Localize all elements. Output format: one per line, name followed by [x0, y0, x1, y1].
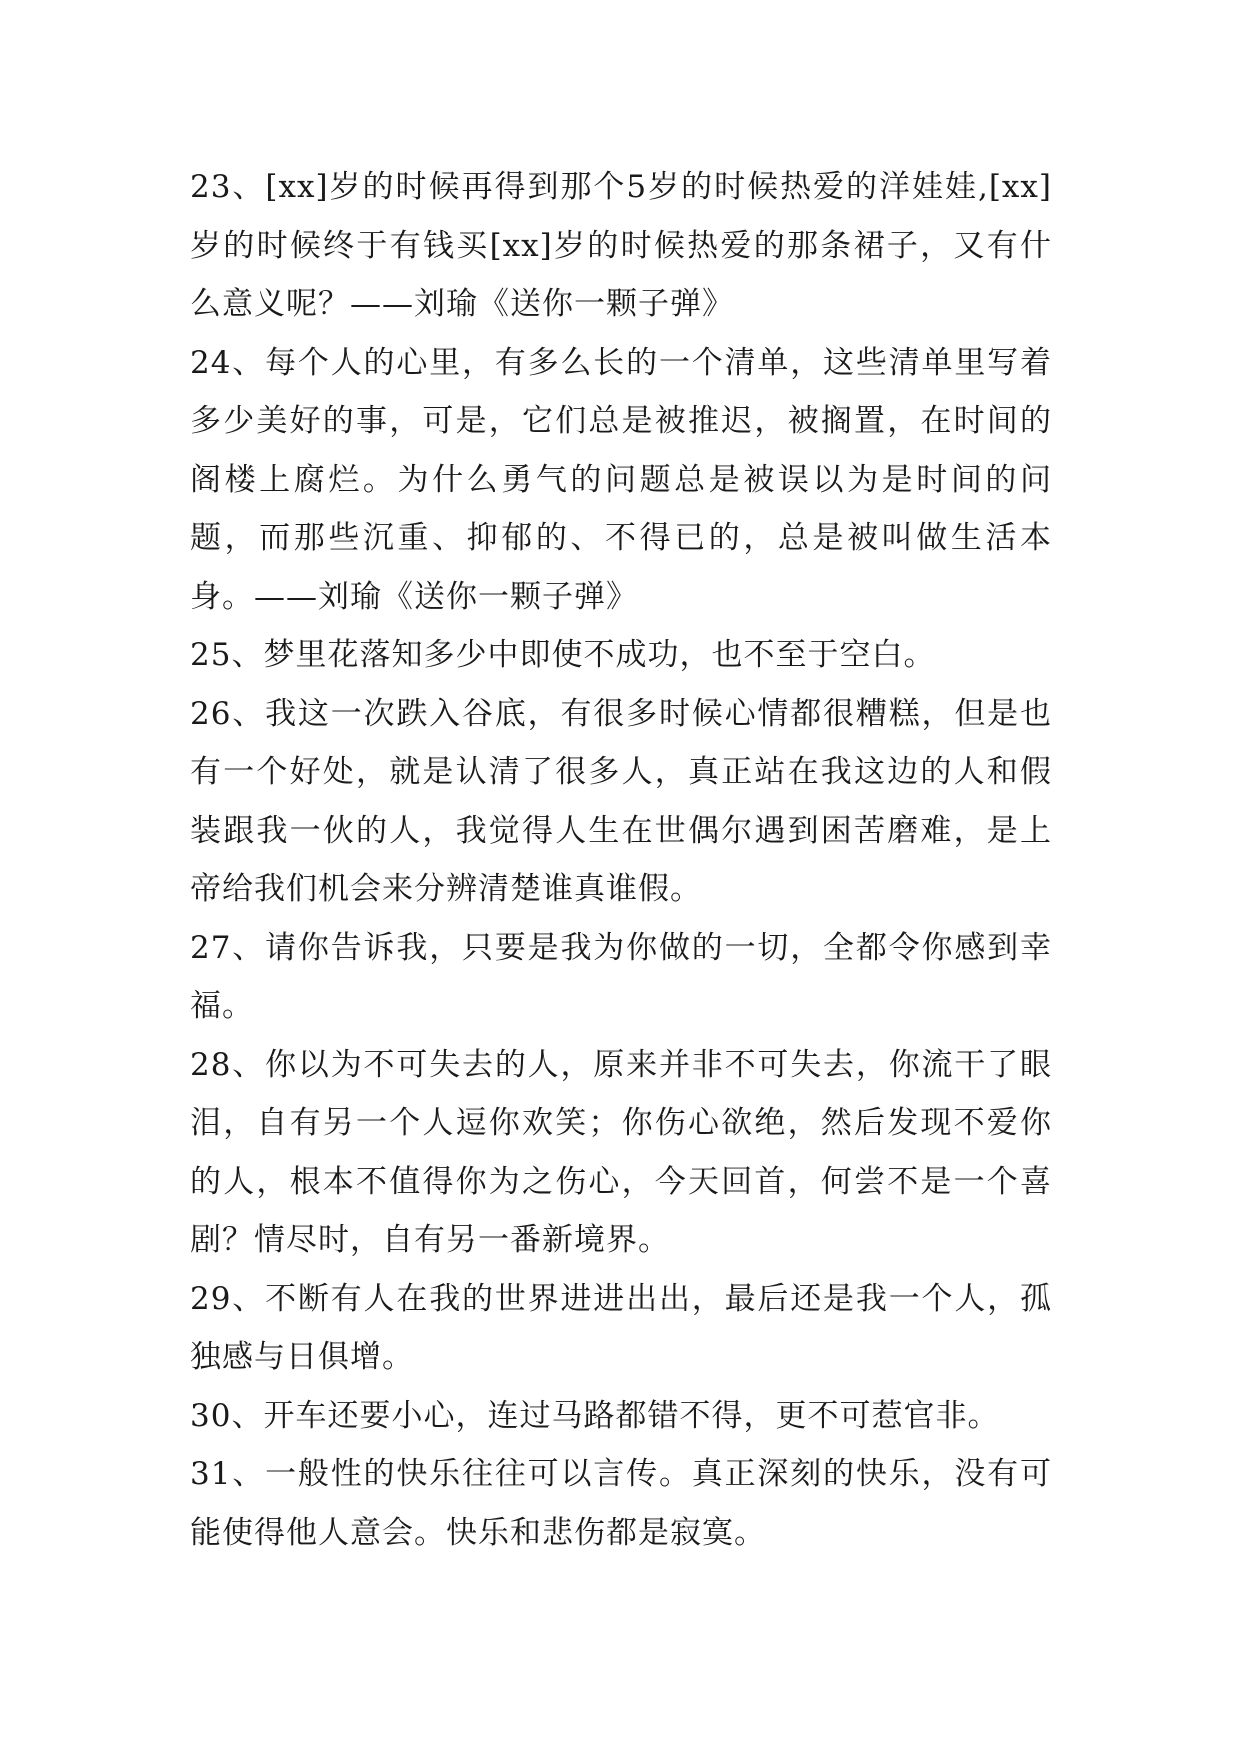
- paragraph-25: 25、梦里花落知多少中即使不成功，也不至于空白。: [190, 637, 936, 673]
- paragraph-30: 30、开车还要小心，连过马路都错不得，更不可惹官非。: [190, 1397, 1000, 1434]
- paragraph-26: 26、我这一次跌入谷底，有很多时候心情都很糟糕，但是也有一个好处，就是认清了很多人，真正站在我这边的人和假装跟我一伙的人，我觉得人生在世偶尔遇到困苦磨难，是上帝给我们机会来分辨清楚谁真谁假。: [190, 695, 1052, 907]
- paragraph-27: 27、请你告诉我，只要是我为你做的一切，全都令你感到幸福。: [190, 929, 1052, 1024]
- paragraph-29: 29、不断有人在我的世界进进出出，最后还是我一个人，孤独感与日俱增。: [190, 1280, 1052, 1375]
- paragraph-23: 23、[xx]岁的时候再得到那个5岁的时候热爱的洋娃娃,[xx]岁的时候终于有钱买[xx]岁的时候热爱的那条裙子，又有什么意义呢？——刘瑜《送你一颗子弹》: [190, 169, 1052, 322]
- document-body: [190, 158, 1052, 1562]
- paragraph-24: 24、每个人的心里，有多么长的一个清单，这些清单里写着多少美好的事，可是，它们总是被推迟，被搁置，在时间的阁楼上腐烂。为什么勇气的问题总是被误以为是时间的问题，而那些沉重、抑郁的、不得已的，总是被叫做生活本身。——刘瑜《送你一颗子弹》: [190, 344, 1052, 615]
- paragraph-28: 28、你以为不可失去的人，原来并非不可失去，你流干了眼泪，自有另一个人逗你欢笑；你伤心欲绝，然后发现不爱你的人，根本不值得你为之伤心，今天回首，何尝不是一个喜剧？情尽时，自有另一番新境界。: [190, 1046, 1052, 1258]
- paragraph-31: 31、一般性的快乐往往可以言传。真正深刻的快乐，没有可能使得他人意会。快乐和悲伤都是寂寞。: [190, 1456, 1052, 1551]
